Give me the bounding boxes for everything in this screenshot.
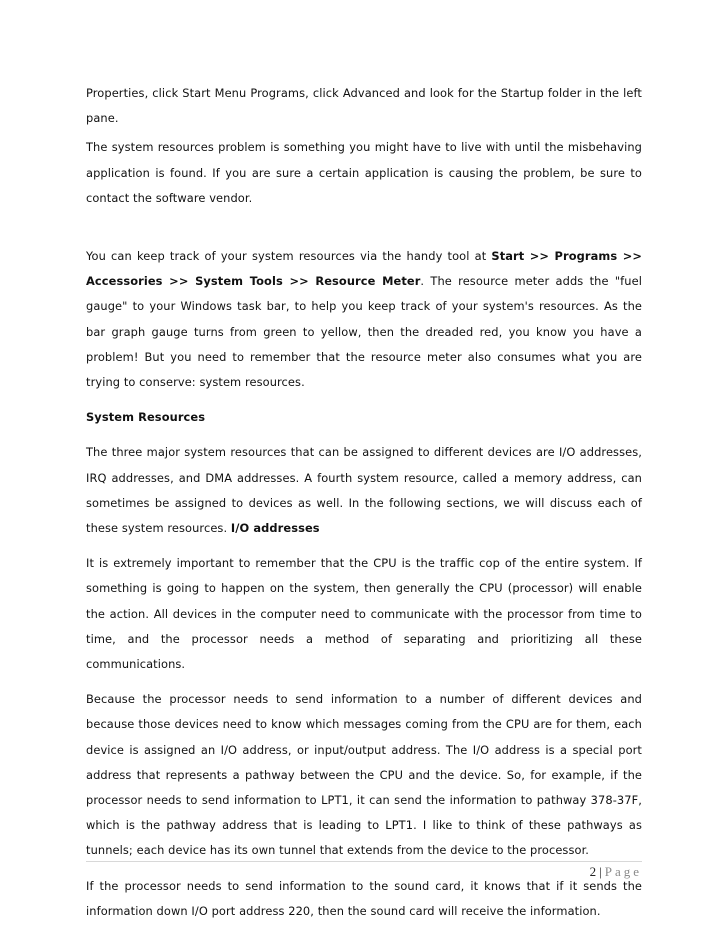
document-body (86, 81, 642, 924)
page-number: 2 (589, 864, 597, 879)
resource-meter-path: Start >> Programs >> Accessories >> System Tools >> Resource Meter (86, 249, 642, 289)
section-heading-system-resources: System Resources (86, 410, 206, 425)
paragraph-startup-folder: Properties, click Start Menu Programs, click Advanced and look for the Startup folder in the left pane. (86, 86, 642, 126)
paragraph-cpu-traffic-cop: It is extremely important to remember that the CPU is the traffic cop of the entire system. If something is going to happen on the system, then generally the CPU (processor) will enable the action. All devices in the computer need to communicate with the processor from time to time, and the processor needs a method of separating and prioritizing all these communications. (86, 556, 642, 672)
resource-meter-text-pre: You can keep track of your system resources via the handy tool at (86, 249, 492, 264)
resource-meter-text-post: . The resource meter adds the "fuel gauge" to your Windows task bar, to help you keep track of your system's resources. As the bar graph gauge turns from green to yellow, then the dreaded red, you know you have a problem! But you need to remember that the resource meter also consumes what you are trying to conserve: system resources. (86, 274, 642, 390)
footer-divider (86, 861, 642, 862)
major-resources-text: The three major system resources that can be assigned to different devices are I/O addresses, IRQ addresses, and DMA addresses. A fourth system resource, called a memory address, can sometimes be assigned to devices as well. In the following sections, we will discuss each of these system resources. (86, 445, 642, 536)
paragraph-resource-meter (86, 244, 642, 395)
page-label: Page (604, 864, 642, 879)
page-footer (590, 864, 642, 880)
paragraph-system-resources-problem: The system resources problem is something you might have to live with until the misbehaving application is found. If you are sure a certain application is causing the problem, be sure to contact the software vendor. (86, 140, 642, 205)
io-addresses-heading: I/O addresses (230, 521, 320, 536)
paragraph-major-resources (86, 440, 642, 541)
paragraph-io-address: Because the processor needs to send information to a number of different devices and because those devices need to know which messages coming from the CPU are for them, each device is assigned an I/O address, or input/output address. The I/O address is a special port address that represents a pathway between the CPU and the device. So, for example, if the processor needs to send information to LPT1, it can send the information to pathway 378-37F, which is the pathway address that is leading to LPT1. I like to think of these pathways as tunnels; each device has its own tunnel that extends from the device to the processor. (86, 692, 642, 858)
footer-separator: | (599, 864, 602, 879)
paragraph-sound-card: If the processor needs to send information to the sound card, it knows that if it sends the information down I/O port address 220, then the sound card will receive the information. (86, 878, 642, 918)
